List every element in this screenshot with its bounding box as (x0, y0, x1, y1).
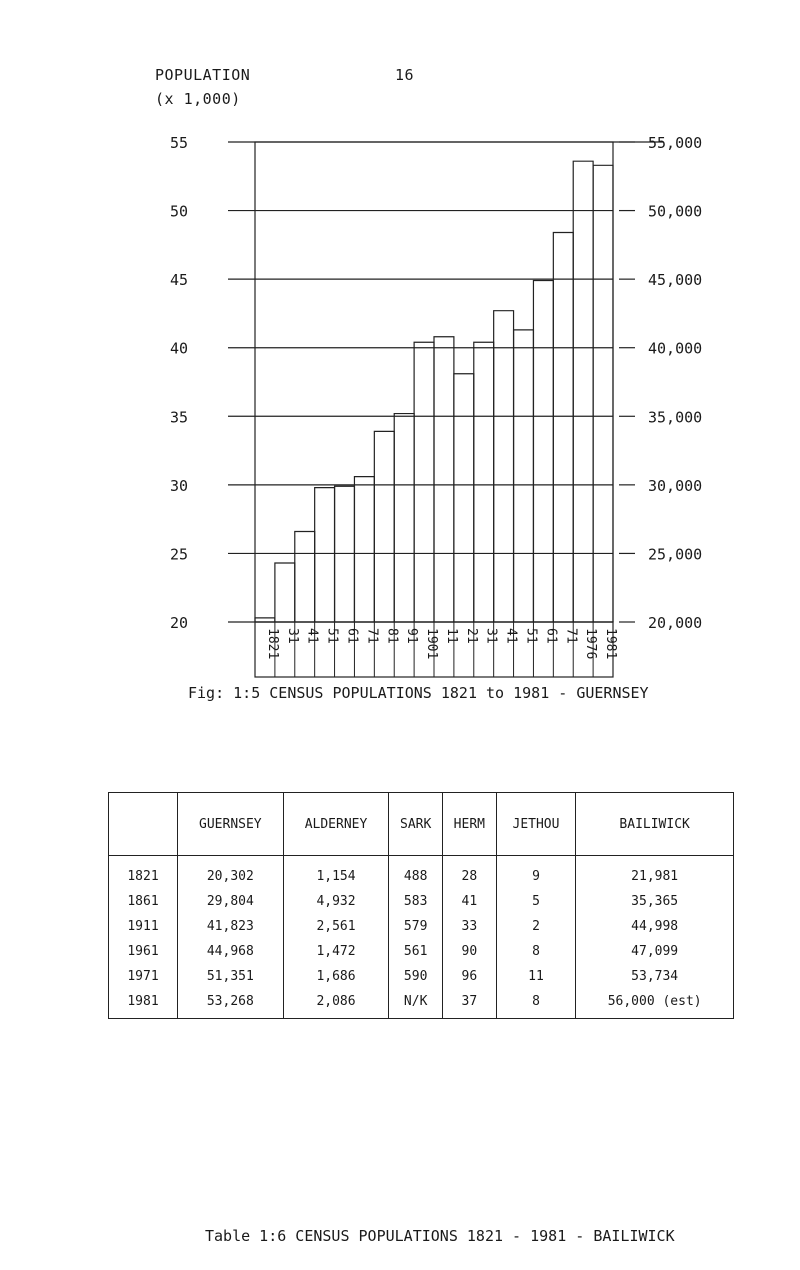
x-tick-label: 31 (483, 628, 499, 644)
page-number: 16 (395, 66, 415, 84)
census-table (108, 792, 734, 1019)
table-header-guernsey: GUERNSEY (178, 793, 284, 856)
bar (394, 414, 414, 622)
table-cell: 35,365 (576, 889, 734, 914)
y-tick-label-right: 25,000 (648, 545, 703, 564)
table-header-bailiwick: BAILIWICK (576, 793, 734, 856)
table-cell: 1,472 (283, 939, 389, 964)
x-tick-label: 11 (443, 628, 459, 644)
table-header-year (109, 793, 178, 856)
table-cell: 53,734 (576, 964, 734, 989)
table-cell: 33 (443, 914, 497, 939)
bar (275, 563, 295, 622)
table-cell: 51,351 (178, 964, 284, 989)
table-cell: 4,932 (283, 889, 389, 914)
table-cell: N/K (389, 989, 443, 1019)
table-cell: 9 (496, 856, 576, 890)
y-tick-label-right: 20,000 (648, 614, 703, 632)
table-cell: 488 (389, 856, 443, 890)
table-cell: 8 (496, 989, 576, 1019)
y-tick-label-right: 45,000 (648, 271, 703, 290)
x-tick-label: 1981 (603, 628, 619, 660)
x-tick-label: 51 (523, 628, 539, 644)
table-header-alderney: ALDERNEY (283, 793, 389, 856)
table-cell: 1911 (109, 914, 178, 939)
bar (553, 233, 573, 622)
bar (255, 618, 275, 622)
x-tick-label: 41 (304, 628, 320, 644)
bar (295, 531, 315, 622)
table-cell: 29,804 (178, 889, 284, 914)
table-cell: 561 (389, 939, 443, 964)
table-row (109, 989, 734, 1019)
bar (454, 374, 474, 622)
bar (514, 330, 534, 622)
x-tick-label: 31 (284, 628, 300, 644)
table-cell: 1861 (109, 889, 178, 914)
y-tick-label-right: 35,000 (648, 408, 703, 427)
table-cell: 44,998 (576, 914, 734, 939)
x-tick-label: 41 (503, 628, 519, 644)
table-row (109, 964, 734, 989)
table-row (109, 939, 734, 964)
bar (335, 486, 355, 622)
table-cell: 37 (443, 989, 497, 1019)
bar (533, 281, 553, 622)
y-tick-label-right: 55,000 (648, 134, 703, 152)
x-tick-label: 1901 (424, 628, 440, 660)
table-header-herm: HERM (443, 793, 497, 856)
table-row (109, 889, 734, 914)
table-cell: 1981 (109, 989, 178, 1019)
bar (414, 342, 434, 622)
x-tick-label: 71 (563, 628, 579, 644)
figure-caption: Fig: 1:5 CENSUS POPULATIONS 1821 to 1981 - GUERNSEY (188, 684, 649, 702)
table-cell: 583 (389, 889, 443, 914)
bar (374, 431, 394, 622)
table-cell: 1961 (109, 939, 178, 964)
table-cell: 1,686 (283, 964, 389, 989)
x-tick-label: 1976 (583, 628, 599, 660)
y-tick-label-right: 30,000 (648, 476, 703, 495)
table-cell: 5 (496, 889, 576, 914)
x-tick-label: 21 (463, 628, 479, 644)
table-header-row (109, 793, 734, 856)
table-cell: 90 (443, 939, 497, 964)
table-cell: 1,154 (283, 856, 389, 890)
bar (315, 488, 335, 622)
table-cell: 96 (443, 964, 497, 989)
chart-header-units: (x 1,000) (155, 90, 241, 108)
x-tick-label: 51 (324, 628, 340, 644)
table-cell: 8 (496, 939, 576, 964)
x-tick-label: 71 (364, 628, 380, 644)
y-tick-label-left: 45 (170, 271, 189, 290)
chart-header-title: POPULATION (155, 66, 251, 84)
table-cell: 47,099 (576, 939, 734, 964)
x-tick-label: 81 (384, 628, 400, 644)
bar (474, 342, 494, 622)
table-cell: 41,823 (178, 914, 284, 939)
table-caption: Table 1:6 CENSUS POPULATIONS 1821 - 1981 - BAILIWICK (205, 1227, 675, 1245)
bar (354, 477, 374, 622)
table-cell: 41 (443, 889, 497, 914)
table-cell: 590 (389, 964, 443, 989)
table-header-jethou: JETHOU (496, 793, 576, 856)
table-row (109, 856, 734, 890)
table-cell: 20,302 (178, 856, 284, 890)
bar (494, 311, 514, 622)
table-cell: 11 (496, 964, 576, 989)
x-tick-label: 61 (543, 628, 559, 644)
y-tick-label-left: 30 (170, 476, 189, 495)
table-cell: 53,268 (178, 989, 284, 1019)
table-cell: 28 (443, 856, 497, 890)
y-tick-label-left: 40 (170, 339, 189, 358)
table-cell: 2,086 (283, 989, 389, 1019)
table-row (109, 914, 734, 939)
table-cell: 1971 (109, 964, 178, 989)
table-header-sark: SARK (389, 793, 443, 856)
table-cell: 44,968 (178, 939, 284, 964)
table-cell: 2 (496, 914, 576, 939)
table-cell: 2,561 (283, 914, 389, 939)
table-cell: 21,981 (576, 856, 734, 890)
x-tick-label: 61 (344, 628, 360, 644)
bar (434, 337, 454, 622)
y-tick-label-right: 40,000 (648, 339, 703, 358)
x-tick-label: 1821 (264, 628, 280, 660)
table-cell: 56,000 (est) (576, 989, 734, 1019)
y-tick-label-left: 25 (170, 545, 189, 564)
y-tick-label-left: 20 (170, 614, 189, 632)
y-tick-label-left: 35 (170, 408, 189, 427)
table-cell: 579 (389, 914, 443, 939)
y-tick-label-right: 50,000 (648, 202, 703, 221)
x-tick-label: 91 (404, 628, 420, 644)
y-tick-label-left: 55 (170, 134, 189, 152)
y-tick-label-left: 50 (170, 202, 189, 221)
table-cell: 1821 (109, 856, 178, 890)
